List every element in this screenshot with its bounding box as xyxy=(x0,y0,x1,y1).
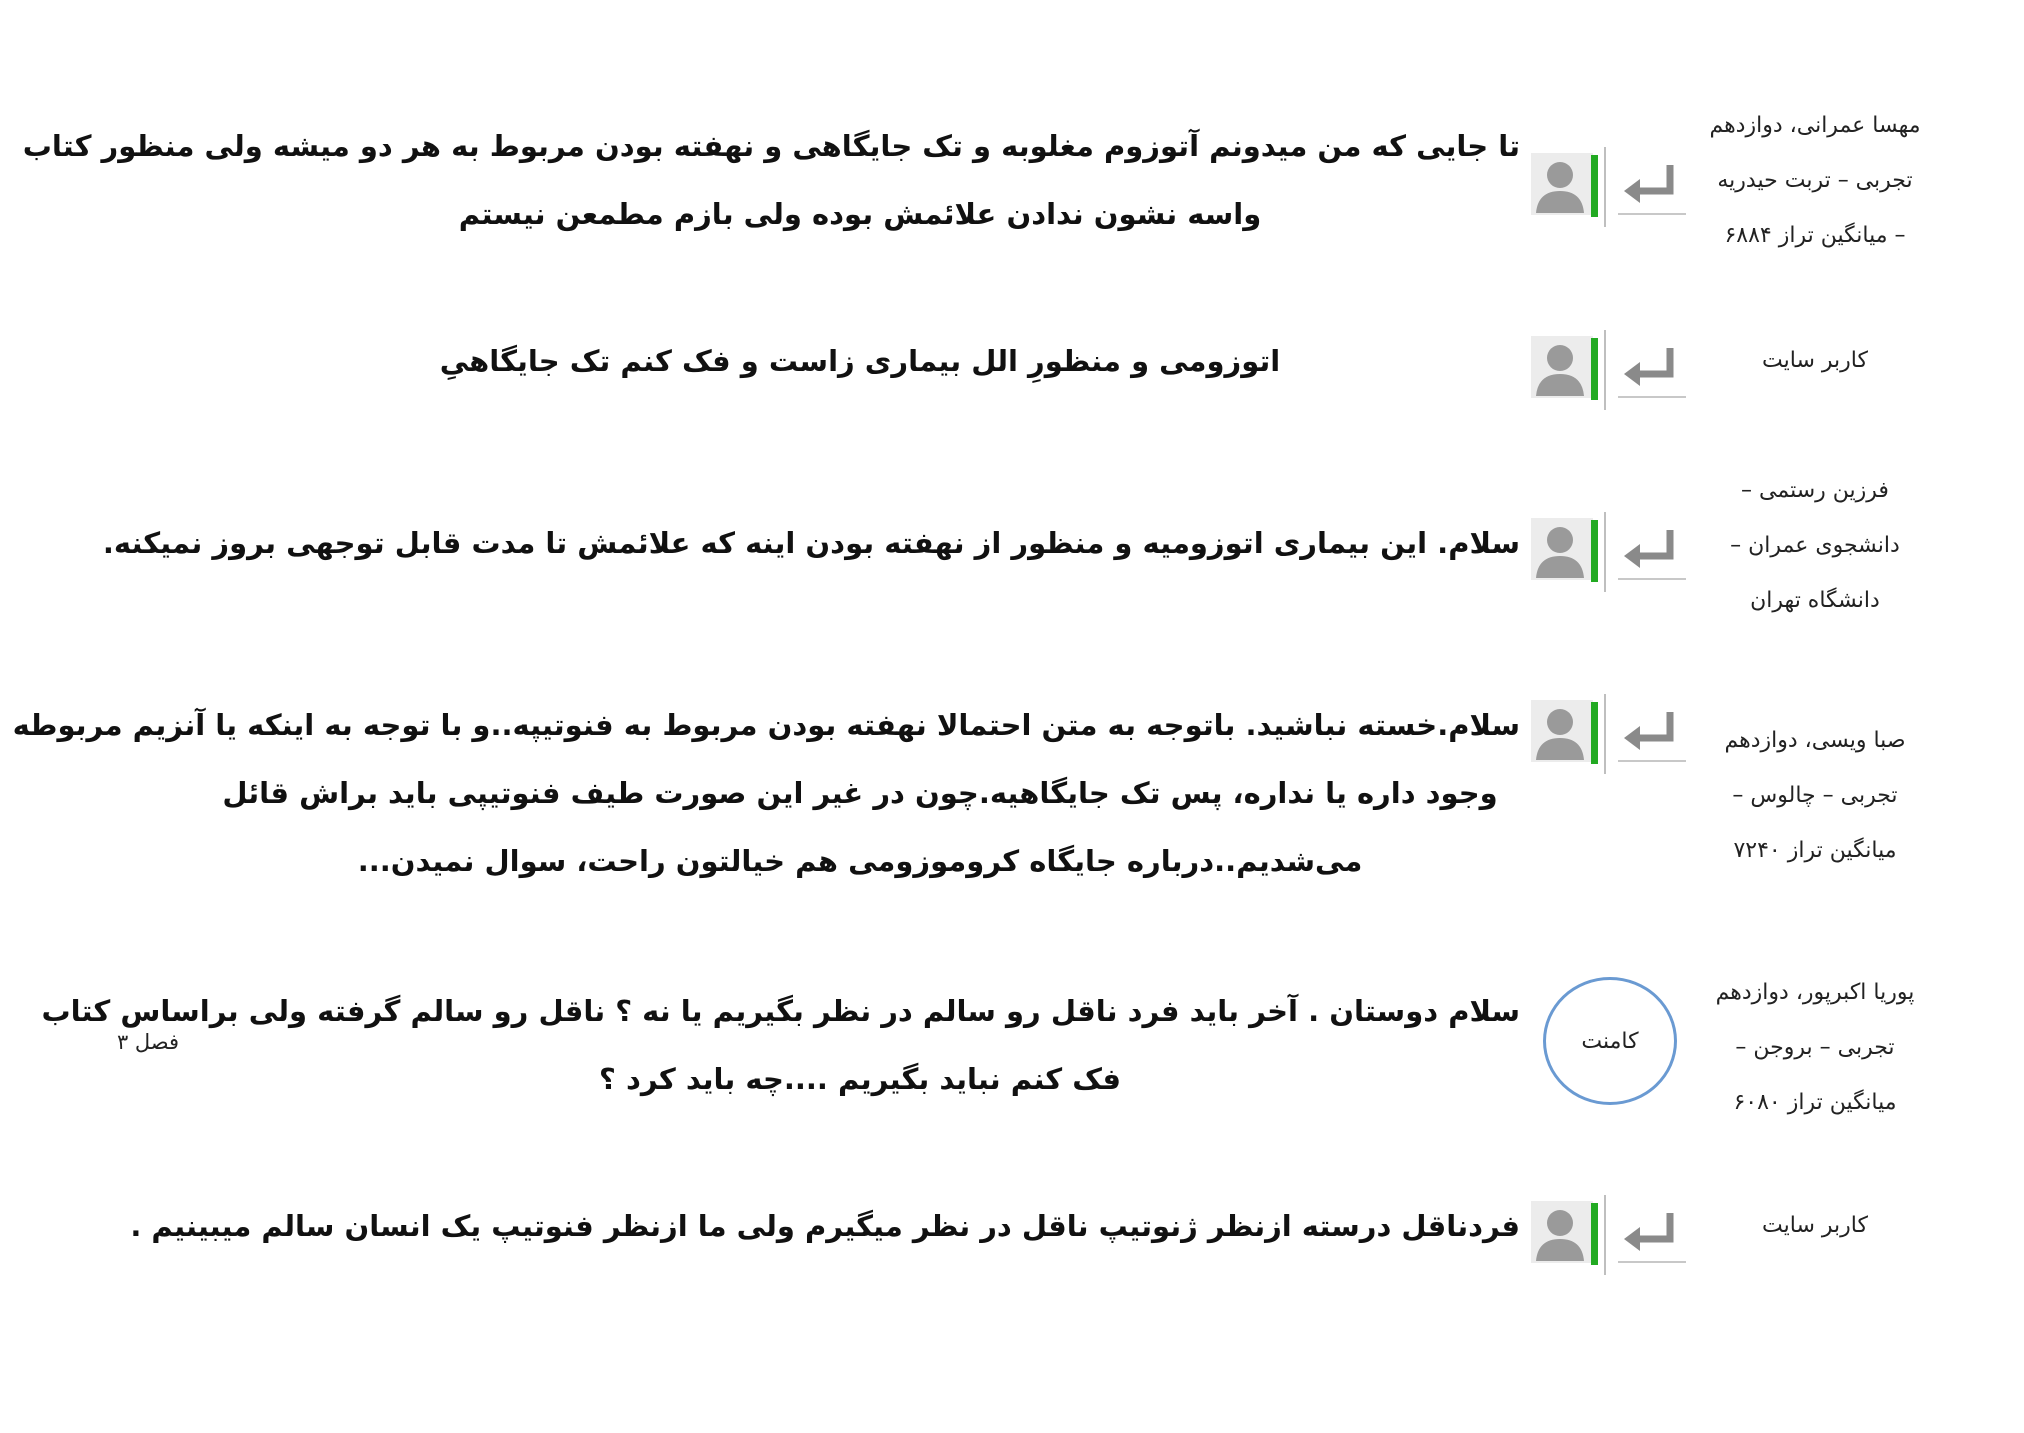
comment-author xyxy=(1690,463,1940,628)
comment-author xyxy=(1690,98,1940,263)
author-line: تجربی – تربت حیدریه xyxy=(1717,168,1913,193)
comment-line: وجود داره یا نداره، پس تک جایگاهیه.چون در غیر این صورت طیف فنوتیپی باید براش قائل xyxy=(222,776,1498,810)
comment-author xyxy=(1690,965,1940,1130)
reply-arrow-icon[interactable] xyxy=(1618,153,1686,215)
user-avatar-icon xyxy=(1528,512,1606,592)
author-line: کاربر سایت xyxy=(1762,1213,1868,1238)
comment-line: می‌شدیم..درباره جایگاه کروموزومی هم خیالتون راحت، سوال نمیدن... xyxy=(357,844,1363,878)
comment-icons xyxy=(1528,1195,1688,1275)
comment-icons xyxy=(1528,330,1688,410)
comment-line: فردناقل درسته ازنظر ژنوتیپ ناقل در نظر میگیرم ولی ما ازنظر فنوتیپ یک انسان سالم میبینیم . xyxy=(130,1209,1520,1243)
comment-line: سلام. این بیماری اتوزومیه و منظور از نهفته بودن اینه که علائمش تا مدت قابل توجهی بروز نمیکنه. xyxy=(102,526,1520,560)
comment-button[interactable] xyxy=(1543,977,1677,1105)
reply-arrow-icon[interactable] xyxy=(1618,700,1686,762)
author-line: پوریا اکبرپور، دوازدهم xyxy=(1715,980,1915,1005)
author-line: تجربی – بروجن – xyxy=(1735,1035,1895,1060)
author-line: مهسا عمرانی، دوازدهم xyxy=(1709,113,1921,138)
user-avatar-icon xyxy=(1528,694,1606,774)
comment-line: سلام دوستان . آخر باید فرد ناقل رو سالم در نظر بگیریم یا نه ؟ ناقل رو سالم گرفته ولی براساس کتاب xyxy=(41,994,1520,1028)
chapter-label: فصل ۳ xyxy=(116,1030,180,1054)
comment-text xyxy=(200,327,1520,395)
comment-icons xyxy=(1528,694,1688,774)
author-line: صبا ویسی، دوازدهم xyxy=(1724,728,1906,753)
author-line: تجربی – چالوس – xyxy=(1732,783,1898,808)
comment-button-label: کامنت xyxy=(1581,1028,1639,1054)
comment-line: سلام.خسته نباشید. باتوجه به متن احتمالا نهفته بودن مربوط به فنوتیپه..و با توجه به اینکه یا آنزیم مربوطه xyxy=(12,708,1520,742)
comment-text xyxy=(22,112,1520,248)
author-line: کاربر سایت xyxy=(1762,348,1868,373)
comment-line: تا جایی که من میدونم آتوزوم مغلوبه و تک جایگاهی و نهفته بودن مربوط به هر دو میشه ولی منظور کتاب xyxy=(22,129,1520,163)
comment-author xyxy=(1690,713,1940,878)
author-line: دانشجوی عمران – xyxy=(1730,533,1900,558)
comment-line: فک کنم نباید بگیریم ....چه باید کرد ؟ xyxy=(599,1062,1121,1096)
comment-text xyxy=(12,691,1520,895)
comment-text xyxy=(130,1192,1520,1260)
author-line: – میانگین تراز ۶۸۸۴ xyxy=(1724,223,1906,248)
comment-line: اتوزومی و منظورِ الل بیماری زاست و فک کنم تک جایگاهیِ xyxy=(439,344,1281,378)
reply-arrow-icon[interactable] xyxy=(1618,336,1686,398)
author-line: میانگین تراز ۷۲۴۰ xyxy=(1733,838,1897,863)
comment-icons xyxy=(1528,147,1688,227)
author-line: فرزین رستمی – xyxy=(1741,478,1889,503)
comment-author xyxy=(1690,333,1940,388)
comment-icons xyxy=(1528,512,1688,592)
comment-author xyxy=(1690,1198,1940,1253)
user-avatar-icon xyxy=(1528,1195,1606,1275)
comment-text xyxy=(102,509,1520,577)
author-line: دانشگاه تهران xyxy=(1750,588,1880,613)
user-avatar-icon xyxy=(1528,147,1606,227)
comment-line: واسه نشون ندادن علائمش بوده ولی بازم مطمعن نیستم xyxy=(458,197,1262,231)
reply-arrow-icon[interactable] xyxy=(1618,1201,1686,1263)
reply-arrow-icon[interactable] xyxy=(1618,518,1686,580)
user-avatar-icon xyxy=(1528,330,1606,410)
author-line: میانگین تراز ۶۰۸۰ xyxy=(1733,1090,1897,1115)
